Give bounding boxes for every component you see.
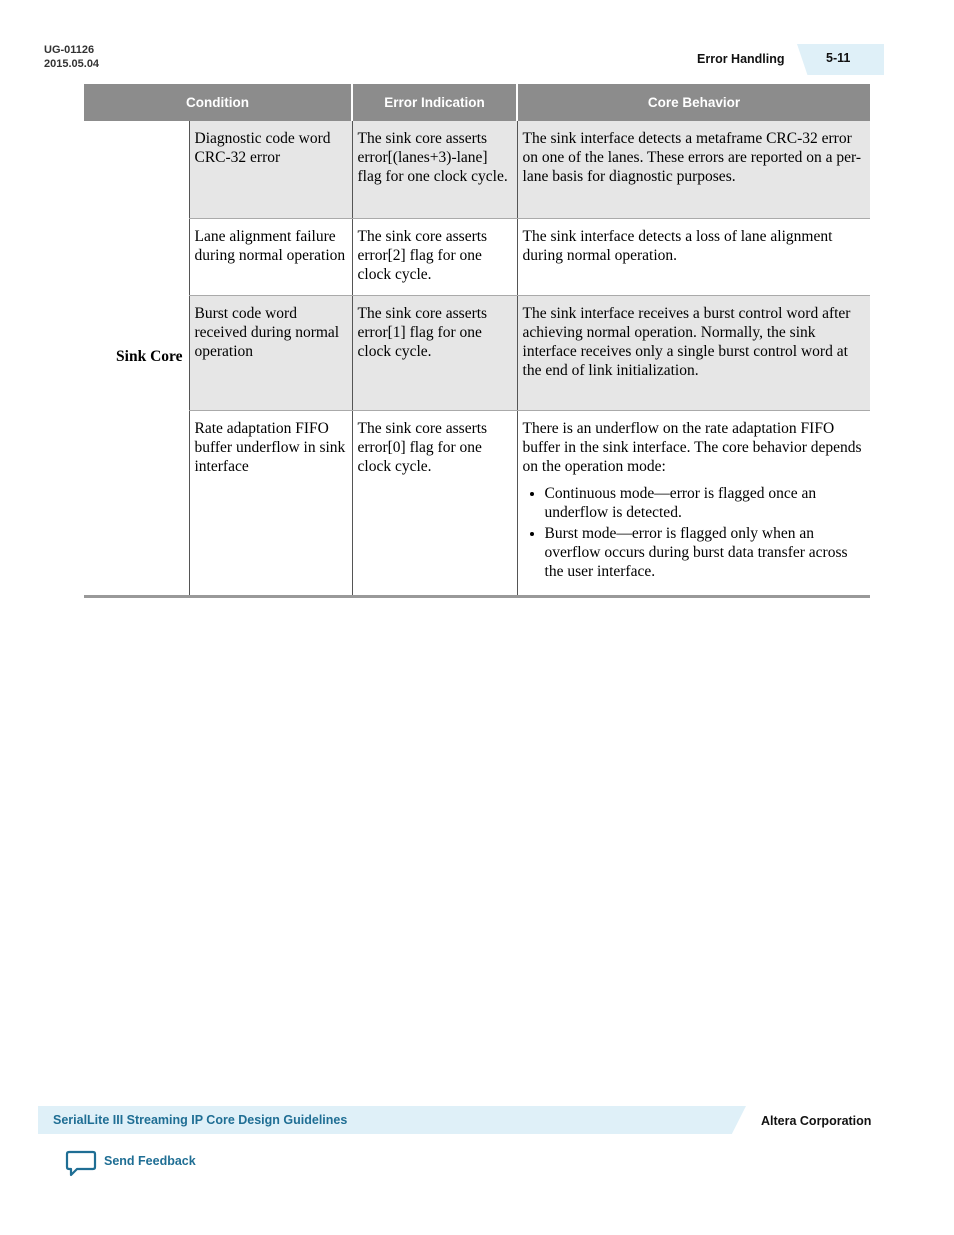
column-header-condition: Condition (84, 84, 352, 121)
behavior-cell (517, 410, 870, 596)
table-row (84, 295, 870, 410)
doc-date: 2015.05.04 (44, 58, 100, 70)
group-label: Sink Core (84, 121, 189, 596)
footer-company: Altera Corporation (761, 1114, 872, 1128)
indication-cell: The sink core asserts error[2] flag for one clock cycle. (352, 218, 517, 295)
condition-cell: Burst code word received during normal operation (189, 295, 352, 410)
behavior-cell: The sink interface detects a loss of lane alignment during normal operation. (517, 218, 870, 295)
bullet-item: • Continuous mode—error is flagged once an underflow is detected. (545, 484, 866, 522)
indication-cell: The sink core asserts error[(lanes+3)-lane] flag for one clock cycle. (352, 121, 517, 218)
column-header-behavior: Core Behavior (517, 84, 870, 121)
condition-cell: Lane alignment failure during normal operation (189, 218, 352, 295)
behavior-text: There is an underflow on the rate adaptation FIFO buffer in the sink interface. The core behavior depends on the operation mode: (522, 419, 862, 475)
send-feedback-link[interactable]: Send Feedback (104, 1154, 196, 1168)
behavior-cell: The sink interface receives a burst control word after achieving normal operation. Normally, the sink interface receives only a single burst control word at the end of link initialization. (517, 295, 870, 410)
indication-cell: The sink core asserts error[1] flag for one clock cycle. (352, 295, 517, 410)
table-row (84, 410, 870, 596)
table-row (84, 121, 870, 218)
bullet-item: • Burst mode—error is flagged only when an overflow occurs during burst data transfer across the user interface. (545, 524, 866, 581)
column-header-indication: Error Indication (352, 84, 517, 121)
doc-number: UG-01126 (44, 44, 95, 56)
indication-cell: The sink core asserts error[0] flag for one clock cycle. (352, 410, 517, 596)
footer-guide-link[interactable]: SerialLite III Streaming IP Core Design Guidelines (53, 1113, 348, 1127)
error-handling-table (84, 84, 870, 598)
table-header-row (84, 84, 870, 121)
behavior-bullet-list (523, 484, 866, 581)
behavior-cell: The sink interface detects a metaframe CRC-32 error on one of the lanes. These errors are reported on a per-lane basis for diagnostic purposes. (517, 121, 870, 218)
section-title: Error Handling (697, 52, 785, 66)
table-row (84, 218, 870, 295)
page-number: 5-11 (826, 51, 851, 65)
document-id (44, 43, 99, 71)
condition-cell: Rate adaptation FIFO buffer underflow in sink interface (189, 410, 352, 596)
condition-cell: Diagnostic code word CRC-32 error (189, 121, 352, 218)
speech-bubble-icon[interactable] (65, 1150, 97, 1178)
